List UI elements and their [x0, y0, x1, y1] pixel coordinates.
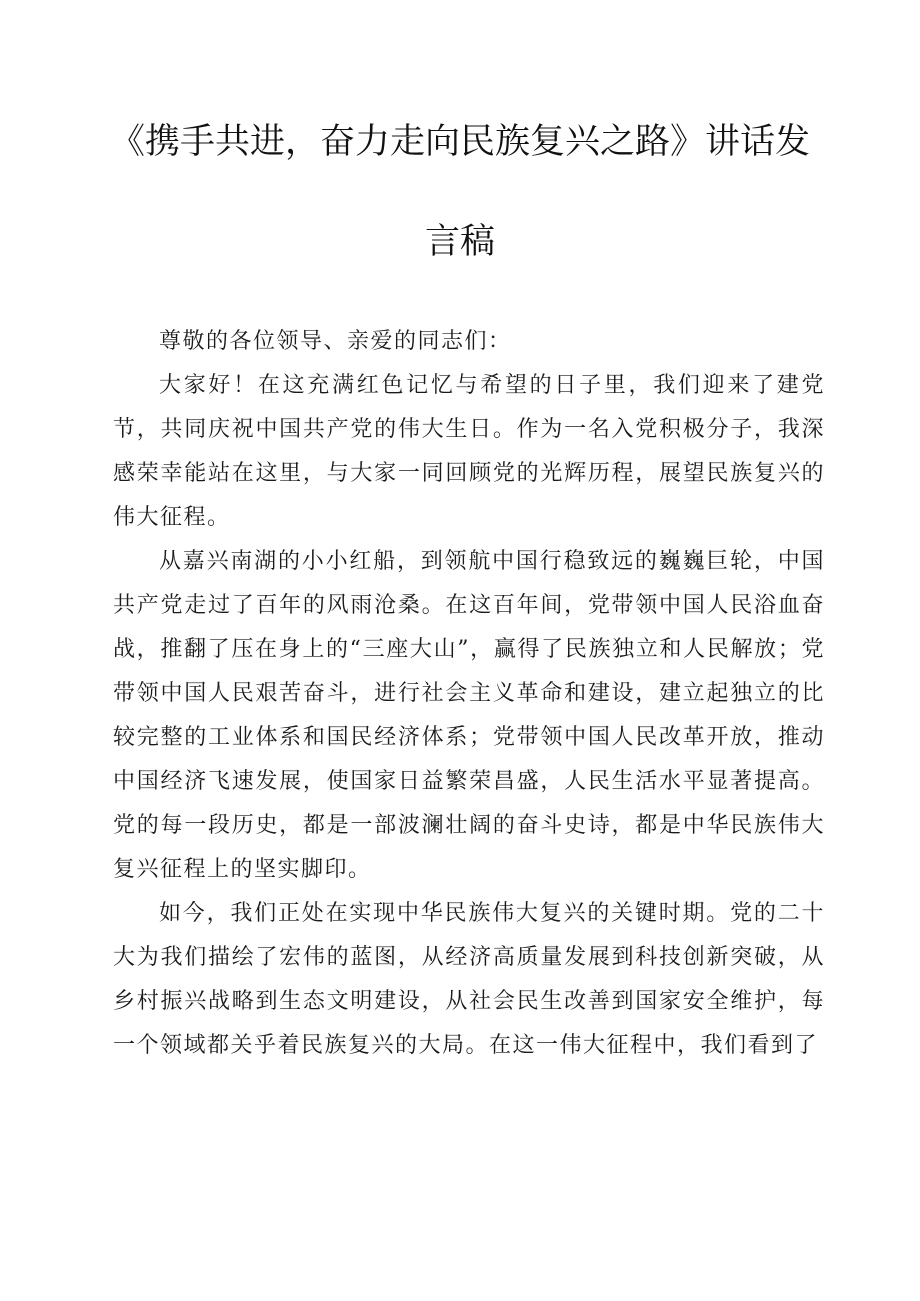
document-title-line-2: 言稿 [424, 222, 495, 262]
document-body [113, 320, 825, 1068]
document-title-line-1: 《携手共进，奋力走向民族复兴之路》讲话发 [109, 122, 810, 162]
paragraph-history: 从嘉兴南湖的小小红船，到领航中国行稳致远的巍巍巨轮，中国共产党走过了百年的风雨沧桑。在这百年间，党带领中国人民浴血奋战，推翻了压在身上的“三座大山”，赢得了民族独立和人民解放；党带领中国人民艰苦奋斗，进行社会主义革命和建设，建立起独立的比较完整的工业体系和国民经济体系；党带领中国人民改革开放，推动中国经济飞速发展，使国家日益繁荣昌盛，人民生活水平显著提高。党的每一段历史，都是一部波澜壮阔的奋斗史诗，都是中华民族伟大复兴征程上的坚实脚印。 [113, 549, 825, 882]
paragraph-present: 如今，我们正处在实现中华民族伟大复兴的关键时期。党的二十大为我们描绘了宏伟的蓝图，从经济高质量发展到科技创新突破，从乡村振兴战略到生态文明建设，从社会民生改善到国家安全维护，每一个领域都关乎着民族复兴的大局。在这一伟大征程中，我们看到了 [113, 901, 825, 1058]
salutation: 尊敬的各位领导、亲爱的同志们： [159, 329, 512, 354]
paragraph-greeting: 大家好！在这充满红色记忆与希望的日子里，我们迎来了建党节，共同庆祝中国共产党的伟大生日。作为一名入党积极分子，我深感荣幸能站在这里，与大家一同回顾党的光辉历程，展望民族复兴的伟大征程。 [113, 373, 825, 530]
